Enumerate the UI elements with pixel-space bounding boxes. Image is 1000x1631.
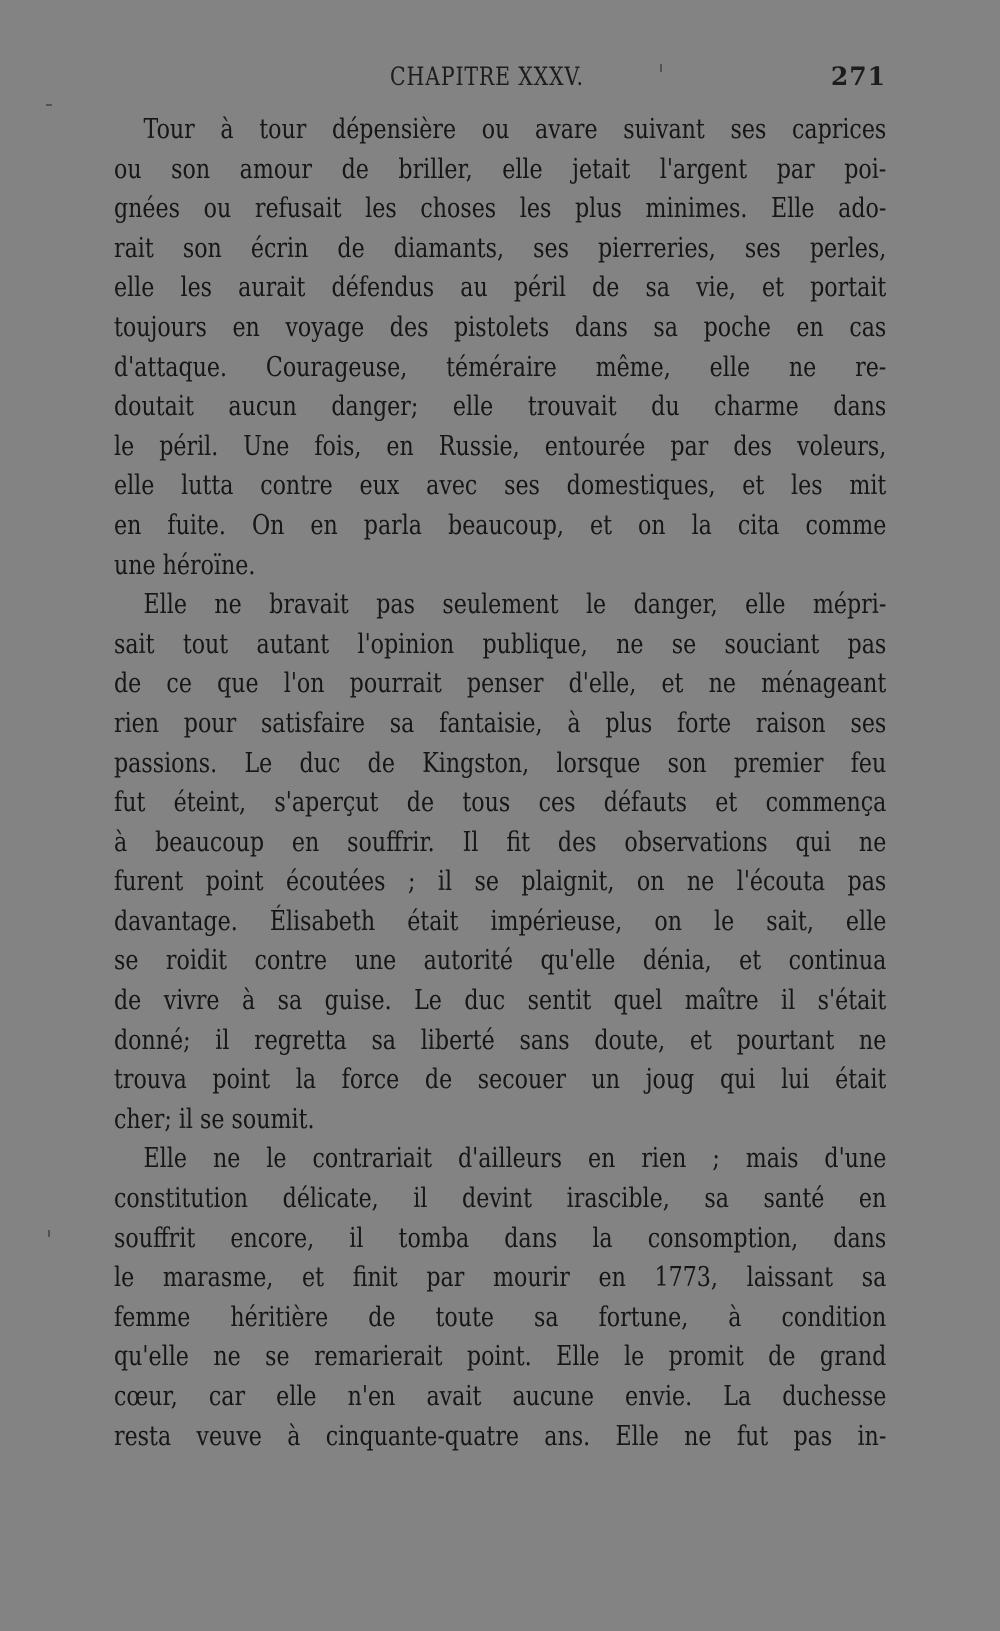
text-line: cher; il se soumit. [114,1103,315,1135]
text-line: elle lutta contre eux avec ses domestiques, et les mit [114,470,887,502]
text-line: rien pour satisfaire sa fantaisie, à plus forte raison ses [114,707,887,739]
text-line: ou son amour de briller, elle jetait l'argent par poi- [114,153,887,185]
text-line: sait tout autant l'opinion publique, ne se souciant pas [114,628,887,660]
text-line: une héroïne. [114,549,256,581]
text-line: fut éteint, s'aperçut de tous ces défauts et commença [114,787,887,819]
text-line: toujours en voyage des pistolets dans sa poche en cas [114,311,887,343]
text-line: passions. Le duc de Kingston, lorsque son premier feu [114,747,887,779]
text-line: de vivre à sa guise. Le duc sentit quel maître il s'était [114,985,887,1017]
scan-speck [48,1230,50,1237]
body-text [114,110,886,1456]
text-line: à beaucoup en souffrir. Il fit des observations qui ne [114,826,887,858]
text-line: d'attaque. Courageuse, téméraire même, elle ne re- [114,351,887,383]
scan-speck [660,64,662,72]
scan-speck [46,104,52,106]
text-line: furent point écoutées ; il se plaignit, on ne l'écouta pas [114,866,887,898]
text-line: femme héritière de toute sa fortune, à condition [114,1301,887,1333]
text-line: resta veuve à cinquante-quatre ans. Elle ne fut pas in- [114,1420,887,1452]
text-line: doutait aucun danger; elle trouvait du charme dans [114,391,887,423]
text-line: constitution délicate, il devint irascible, sa santé en [114,1183,887,1215]
text-line: Elle ne bravait pas seulement le danger, elle mépri- [143,589,887,621]
text-line: gnées ou refusait les choses les plus minimes. Elle ado- [114,193,887,225]
text-line: davantage. Élisabeth était impérieuse, on le sait, elle [114,905,887,937]
text-line: se roidit contre une autorité qu'elle dénia, et continua [114,945,887,977]
text-line: rait son écrin de diamants, ses pierreries, ses perles, [114,232,887,264]
text-line: trouva point la force de secouer un joug qui lui était [114,1064,887,1096]
text-line: le péril. Une fois, en Russie, entourée par des voleurs, [114,430,887,462]
text-line: Tour à tour dépensière ou avare suivant ses caprices [143,114,887,145]
chapter-title: CHAPITRE XXXV. [390,62,584,91]
text-line: cœur, car elle n'en avait aucune envie. La duchesse [114,1381,887,1412]
text-line: de ce que l'on pourrait penser d'elle, et ne ménageant [114,668,887,700]
page-number: 271 [830,62,886,91]
text-line: donné; il regretta sa liberté sans doute, et pourtant ne [114,1024,887,1056]
text-line: le marasme, et finit par mourir en 1773, laissant sa [114,1262,887,1294]
text-line: elle les aurait défendus au péril de sa vie, et portait [114,272,887,304]
text-line: Elle ne le contrariait d'ailleurs en rien ; mais d'une [143,1143,887,1175]
text-line: en fuite. On en parla beaucoup, et on la cita comme [114,509,887,541]
running-header [114,62,886,96]
text-line: souffrit encore, il tomba dans la consomption, dans [114,1222,887,1254]
text-line: qu'elle ne se remarierait point. Elle le promit de grand [114,1341,887,1373]
